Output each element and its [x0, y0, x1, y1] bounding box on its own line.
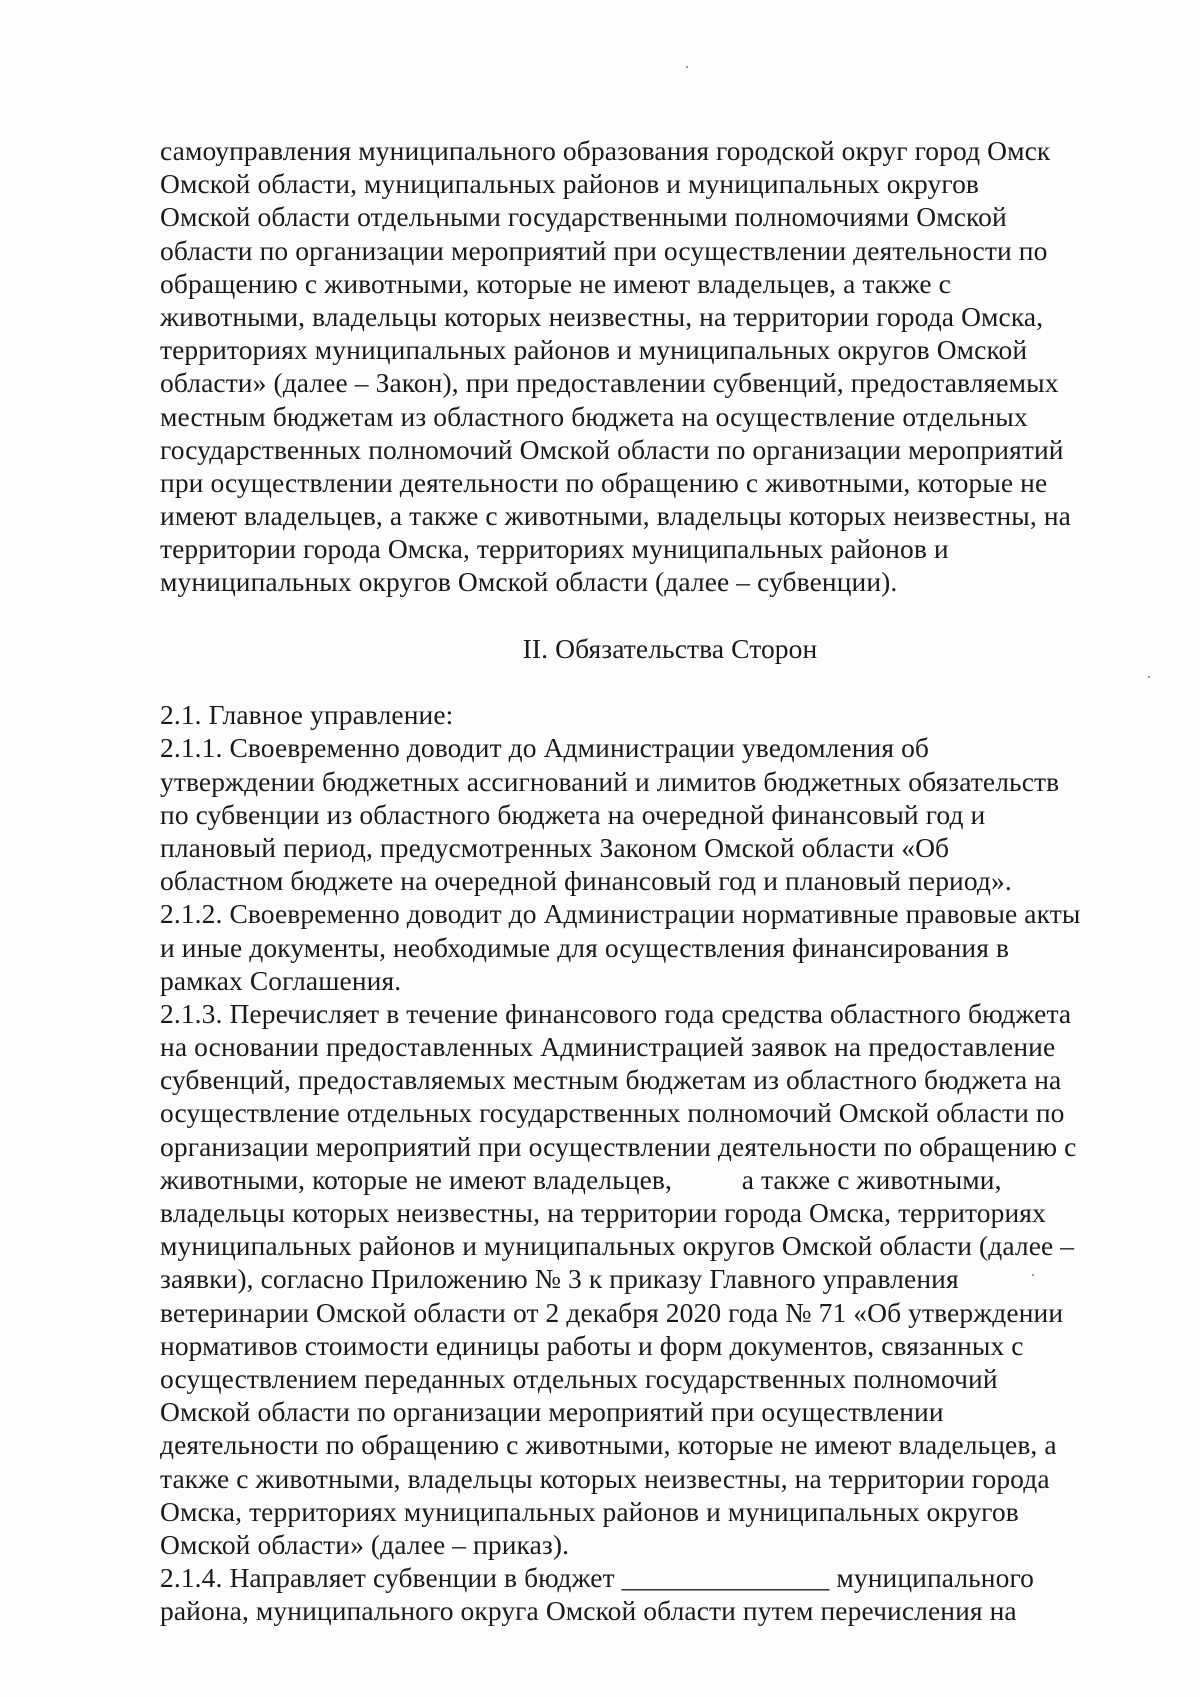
text-line: нормативов стоимости единицы работы и форм документов, связанных с	[160, 1329, 1024, 1361]
text-line: осуществлением переданных отдельных государственных полномочий	[160, 1362, 998, 1394]
text-line: животными, которые не имеют владельцев, а также с животными,	[160, 1163, 1002, 1195]
blank-line	[160, 665, 1120, 698]
text-line: 2.1.2. Своевременно доводит до Администрации нормативные правовые акты	[160, 898, 1081, 930]
text-line: организации мероприятий при осуществлении деятельности по обращению с	[160, 1130, 1077, 1162]
text-line: ветеринарии Омской области от 2 декабря 2020 года № 71 «Об утверждении	[160, 1296, 1064, 1328]
text-line: области» (далее – Закон), при предоставлении субвенций, предоставляемых	[160, 367, 1059, 399]
text-line: Омской области» (далее – приказ).	[160, 1528, 570, 1560]
text-line: обращению с животными, которые не имеют владельцев, а также с	[160, 267, 951, 299]
text-line: животными, владельцы которых неизвестны, на территории города Омска,	[160, 300, 1044, 332]
text-line: района, муниципального округа Омской области путем перечисления на	[160, 1595, 1017, 1627]
text-line: области по организации мероприятий при осуществлении деятельности по	[160, 234, 1048, 266]
text-line: имеют владельцев, а также с животными, владельцы которых неизвестны, на	[160, 500, 1071, 532]
text-line: самоуправления муниципального образования городской округ город Омск	[160, 135, 1051, 166]
text-line: также с животными, владельцы которых неизвестны, на территории города	[160, 1462, 1050, 1494]
text-line: Омской области отдельными государственными полномочиями Омской	[160, 201, 1007, 233]
text-line: заявки), согласно Приложению № 3 к приказу Главного управления	[160, 1263, 959, 1295]
text-line: субвенций, предоставляемых местным бюджетам из областного бюджета на	[160, 1064, 1062, 1096]
text-line: 2.1.1. Своевременно доводит до Администрации уведомления об	[160, 732, 930, 764]
text-line: рамках Соглашения.	[160, 964, 402, 996]
text-line: владельцы которых неизвестны, на территории города Омска, территориях	[160, 1197, 1046, 1228]
blank-line	[160, 599, 1120, 632]
text-line: при осуществлении деятельности по обращению с животными, которые не	[160, 466, 1048, 498]
text-line: территории города Омска, территориях муниципальных районов и	[160, 533, 949, 565]
text-line: Омска, территориях муниципальных районов и муниципальных округов	[160, 1495, 1019, 1527]
section-heading: II. Обязательства Сторон	[522, 632, 818, 664]
text-line: 2.1.4. Направляет субвенции в бюджет _______________ муниципального	[160, 1562, 1035, 1594]
text-line: на основании предоставленных Администрацией заявок на предоставление	[160, 1031, 1056, 1063]
text-line: Омской области, муниципальных районов и муниципальных округов	[160, 168, 980, 200]
text-line: муниципальных округов Омской области (далее – субвенции).	[160, 566, 898, 598]
text-line: 2.1.3. Перечисляет в течение финансового года средства областного бюджета	[160, 997, 1072, 1029]
text-line: государственных полномочий Омской области по организации мероприятий	[160, 433, 1064, 465]
intro-paragraph	[160, 134, 1120, 599]
scan-speck	[686, 66, 688, 68]
document-body	[160, 134, 1120, 1627]
text-line: утверждении бюджетных ассигнований и лимитов бюджетных обязательств	[160, 765, 1060, 797]
scan-speck	[1148, 676, 1150, 678]
text-line: 2.1. Главное управление:	[160, 699, 454, 731]
text-line: осуществление отдельных государственных полномочий Омской области по	[160, 1097, 1065, 1129]
text-line: деятельности по обращению с животными, которые не имеют владельцев, а	[160, 1429, 1057, 1461]
text-line: местным бюджетам из областного бюджета на осуществление отдельных	[160, 400, 1028, 432]
text-line: территориях муниципальных районов и муниципальных округов Омской	[160, 334, 1028, 366]
text-line: по субвенции из областного бюджета на очередной финансовый год и	[160, 798, 986, 830]
text-line: областном бюджете на очередной финансовый год и плановый период».	[160, 865, 1012, 897]
text-line: плановый период, предусмотренных Законом Омской области «Об	[160, 831, 950, 863]
obligations-section	[160, 698, 1120, 1627]
text-line: и иные документы, необходимые для осуществления финансирования в	[160, 931, 1010, 963]
text-line: Омской области по организации мероприятий при осуществлении	[160, 1396, 944, 1428]
text-line: муниципальных районов и муниципальных округов Омской области (далее –	[160, 1230, 1075, 1262]
